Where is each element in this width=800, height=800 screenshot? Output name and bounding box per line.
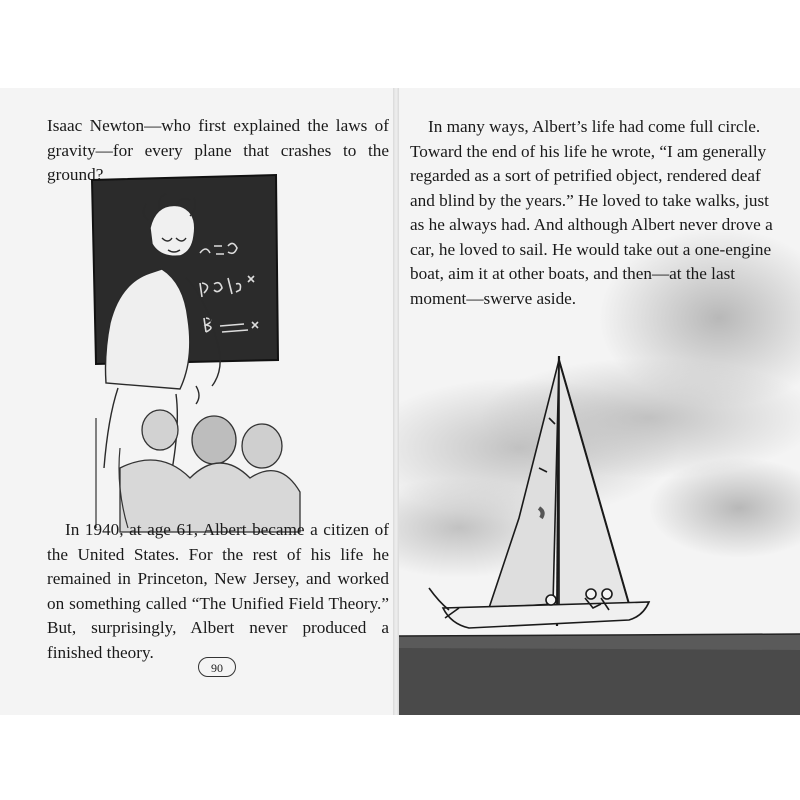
hull (443, 602, 649, 628)
page-number: 90 (198, 657, 236, 677)
left-page-top-paragraph: Isaac Newton—who first explained the laws of gravity—for every plane that crashes to the ground? (47, 116, 389, 184)
right-page-paragraph: In many ways, Albert’s life had come full circle. Toward the end of his life he wrote, “I am generally regarded as a sort of petrified object, rendered deaf and blind by the years.” He loved to take walks, just as he always had. And although Albert never drove a car, he loved to sail. He would take out a one-engine boat, aim it at other boats, and then—at the last moment—swerve aside. (410, 117, 773, 308)
sailboat-illustration (399, 88, 800, 715)
left-page-bottom-paragraph: In 1940, at age 61, Albert became a citizen of the United States. For the rest of his life he remained in Princeton, New Jersey, and worked on something called “The Unified Field Theory.” But, surprisingly, Albert never produced a finished theory. (47, 520, 389, 662)
students (120, 410, 300, 532)
right-page (399, 88, 800, 715)
left-page (0, 88, 393, 715)
jib-sail (489, 360, 559, 608)
